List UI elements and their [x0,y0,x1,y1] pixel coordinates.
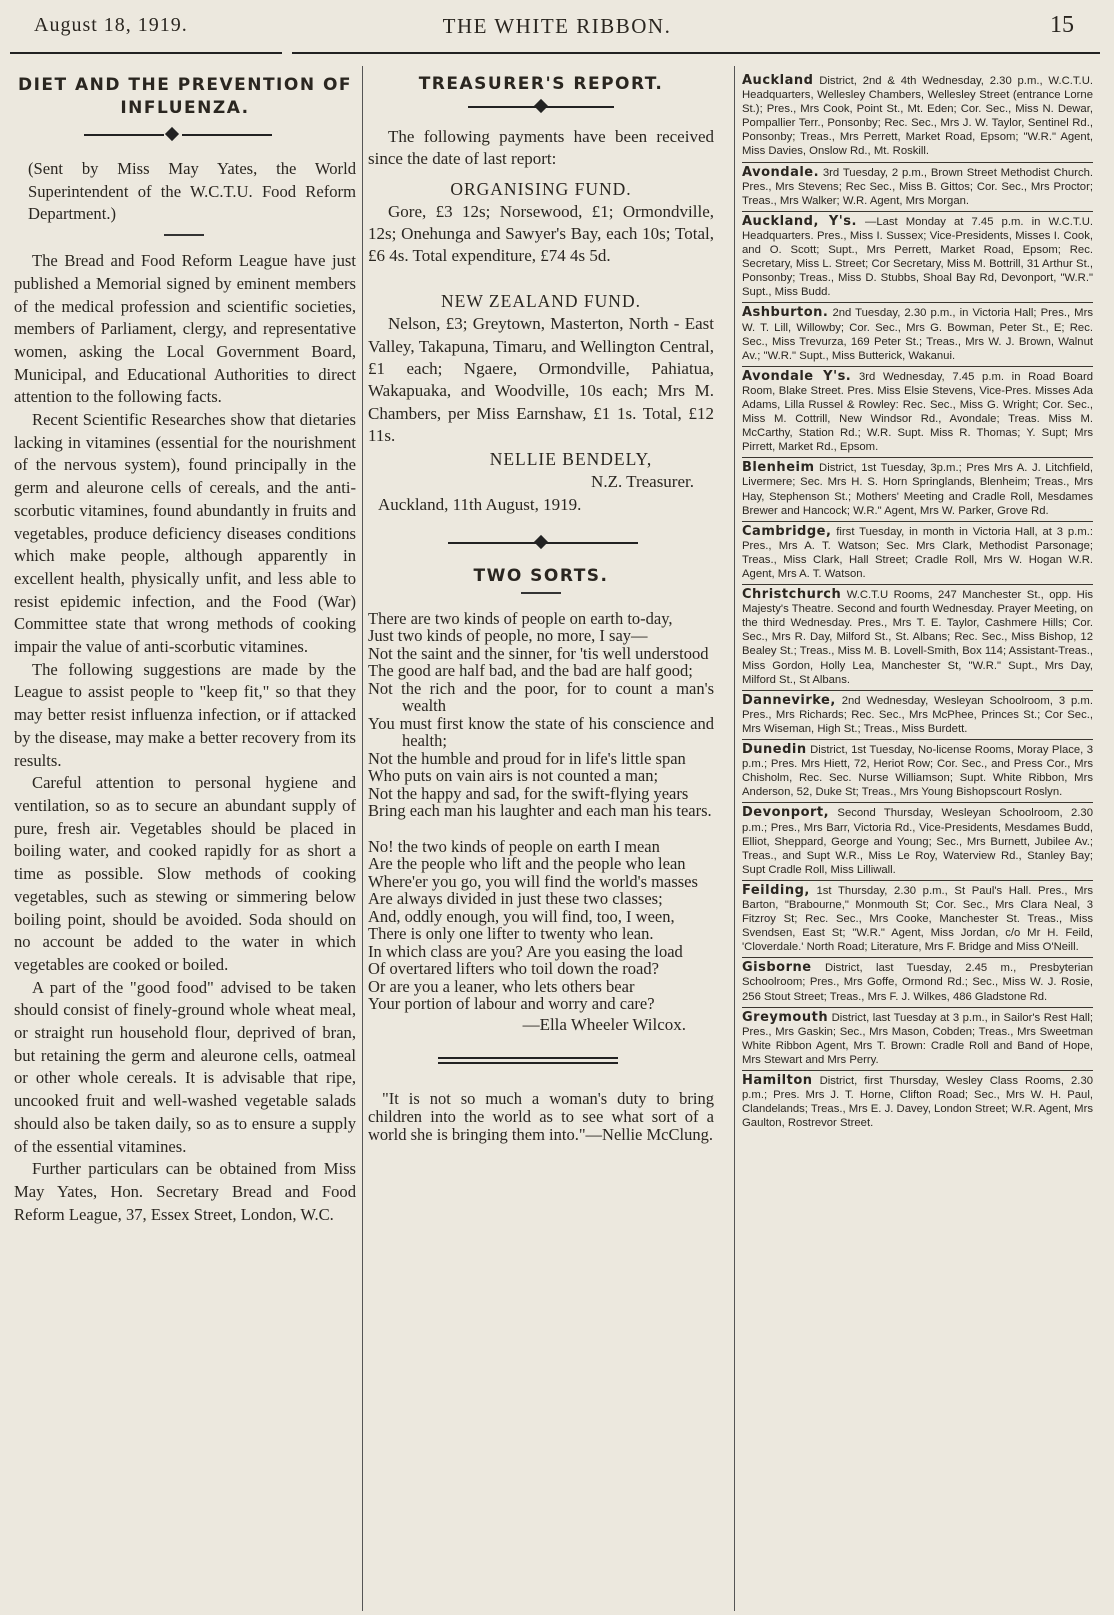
entry-name: Auckland [742,73,814,88]
poem-attribution: —Ella Wheeler Wilcox. [522,1014,686,1034]
entry-text: 2nd Tuesday, 2.30 p.m., in Victoria Hall; Pres., Mrs W. T. Lill, Willowby; Cor. Sec., Mrs G. Bowman, Peter St., E; Rec. Sec., Miss Trevurza, 169 Peter St.; Treas., Mrs W. J. Brown, Walnut Av.; "W.R." Supt., Miss Butterick, Wakanui. [742,307,1093,362]
entry-text: District, 2nd & 4th Wednesday, 2.30 p.m., W.C.T.U. Headquarters, Wellesley Chambers, Wellesley Street (entrance Lorne St.); Pres., Mrs Cook, Point St., Mt. Eden; Cor. Sec., Miss N. Dewar, Pompallier Terr., Ponsonby; Rec. Sec., Mrs J. W. Taylor, Sentinel Rd., Ponsonby; Treas., Mrs Perrett, Market Road, Epsom; "W.R." Agent, Miss Davies, Onslow Rd., Mt. Roskill. [742,75,1093,158]
directory-entry-christchurch [742,588,1093,687]
entry-name: Avondale. [742,164,820,180]
entry-text: 3rd Tuesday, 2 p.m., Brown Street Methodist Church. Pres., Mrs Stevens; Rec Sec., Miss B. Gittos; Cor. Sec., Mrs Proctor; Treas., Mrs Walker; W.R. Agent, Mrs Morgan. [742,166,1094,207]
poem-line: In which class are you? Are you easing the load [368,941,683,961]
treasurer-intro: The following payments have been received since the date of last report: [368,127,714,169]
middle-column [368,74,714,1144]
directory-entry-cambridge [742,525,1093,581]
directory-entry-avondale [742,166,1093,208]
article-paragraph: A part of the "good food" advised to be taken should consist of finely-ground whole wheat meal, or straight run household flour, deprived of bran, but retaining the germ and aleurone cells, oatmeal or other whole cereals. It is advisable that ripe, uncooked fruit and well-washed vegetable salads should also be taken daily, so as to ensure a supply of the essential vitamines. [14,977,356,1156]
poem-stanza-2 [368,838,714,1013]
directory-entry-greymouth [742,1011,1093,1067]
entry-text: Second Thursday, Wesleyan Schoolroom, 2.30 p.m.; Pres., Mrs Barr, Victoria Rd., Vice-Presidents, Mesdames Budd, Elliot, Sheppard, George and Young; Sec., Mrs Burnett, Jubilee Av.; Treas., and Supt W.R., Miss Le Roy, Waterview Rd., Stanley Bay; Supt Cradle Roll, Miss Lilliwall. [742,807,1094,876]
entry-name: Hamilton [742,1073,813,1088]
entry-name: Feilding, [742,882,810,898]
section-ornament [368,534,714,552]
directory-entry-hamilton [742,1074,1093,1130]
directory-entry-auckland-ys [742,215,1093,300]
entry-text: District, first Thursday, Wesley Class Rooms, 2.30 p.m.; Pres. Mrs J. T. Horne, Clifton Road; Sec., Mrs W. H. Paul, Clandelands; Treas., Mrs E. J. Davey, London Street; W.R. Agent, Mrs Gaulton, Rostrevor Street. [742,1075,1094,1130]
article-paragraph: Recent Scientific Researches show that dietaries lacking in vitamines (essential for the nourishment of the nervous system), found principally in the germ and aleurone cells of cereals, and the anti-scorbutic vitamines, found abundantly in fruits and vegetables, produce deficiency diseases conditions which make people, although apparently in excellent health, physically unfit, and less able to resist epidemic infection, and the Food (War) Committee state that wrong methods of cooking impair the value of anti-scorbutic vitamines. [14,410,356,657]
directory-entry-avondale-ys [742,370,1093,455]
directory-entry-feilding [742,884,1093,954]
entry-name: Dannevirke, [742,692,836,708]
organising-fund-text: Gore, £3 12s; Norsewood, £1; Ormondville, 12s; Onehunga and Sawyer's Bay, each 10s; Total, £6 4s. Total expenditure, £74 4s 5d. [368,201,714,266]
title-ornament [368,98,714,116]
poem-line: You must first know the state of his conscience and health; [368,713,714,751]
entry-text: W.C.T.U Rooms, 247 Manchester St., opp. His Majesty's Theatre. Second and fourth Wednesday. Prayer Meeting, on the third Wednesday. Pres., Mrs T. E. Taylor, Cashmere Hills; Cor. Sec., Mrs R. Day, Milford St., St. Albans; Rec. Sec., Miss Bishop, 12 Bealey St.; Treas., Miss M. B. Lovell-Smith, Box 114; Assistant-Treas., Miss Gordon, Holly Lea, Manchester St, "W.R." Supt., Mrs Day, Milford St., St Albans. [742,589,1093,686]
directory-entry-dannevirke [742,694,1093,736]
directory-entry-devonport [742,806,1093,876]
entry-text: District, last Tuesday, 2.45 m., Presbyterian Schoolroom; Pres., Mrs Goffe, Ormond Rd.; Sec., Miss W. J. Rosie, 256 Stout Street; Treas., Mrs F. J. Wilkes, 486 Gladstone Rd. [742,962,1094,1003]
poem-line: Who puts on vain airs is not counted a man; [368,766,659,786]
poem-line: There are two kinds of people on earth to-day, [368,608,673,628]
directory-entry-ashburton [742,306,1093,362]
poem-line: The good are half bad, and the bad are half good; [368,661,693,681]
poem-line: Are always divided in just these two classes; [368,889,663,909]
article-title: DIET AND THE PREVENTION OF INFLUENZA. [17,75,353,118]
double-rule [438,1057,618,1064]
poem-line: Just two kinds of people, no more, I say— [368,626,648,646]
poem-line: Where'er you go, you will find the world's masses [368,871,698,891]
poem-line: There is only one lifter to twenty who lean. [368,924,654,944]
directory-entry-dunedin [742,743,1093,799]
poem-line: Of overtared lifters who toil down the road? [368,959,659,979]
report-place-date: Auckland, 11th August, 1919. [378,494,582,514]
poem-line: Not the rich and the poor, for to count a man's wealth [368,678,714,716]
page-number: 15 [1050,12,1074,38]
article-paragraph: (Sent by Miss May Yates, the World Superintendent of the W.C.T.U. Food Reform Department.) [28,159,356,224]
column-divider-1 [362,66,363,1611]
entry-text: District, 1st Tuesday, 3p.m.; Pres Mrs A. J. Litchfield, Livermere; Sec. Mrs H. S. Horn Springlands, Blenheim; Treas., Mrs Hay, Stephenson St.; Mothers' Meeting and Cradle Roll, Mesdames Brewer and Hancock; W.R." Agent, Mrs W. Parker, Grove Rd. [742,462,1093,517]
entry-name: Gisborne [742,960,812,976]
entry-text: —Last Monday at 7.45 p.m. in W.C.T.U. Headquarters. Pres., Miss I. Sussex; Vice-Presidents, Misses I. Cook, and O. Scott; Supt., Mrs Perrett, Market Road, Epsom; Rec. Secretary, Miss L. Street; Cor Secretary, Miss M. Bottrill, 31 Arthur St., Ponsonby; Treas., Miss D. Stubbs, Shoal Bay Rd, Devonport, "W.R." Supt., Miss Budd. [742,215,1094,299]
entry-text: District, 1st Tuesday, No-license Rooms, Moray Place, 3 p.m.; Pres. Mrs Hiett, 72, Heriot Row; Cor. Sec., and Press Cor., Mrs Chisholm, Rec. Sec. Nurse Williamson; Supt. White Ribbon, Mrs Anderson, 52, Duke St; Treas., Mrs Young Bishopscourt Roslyn. [742,744,1094,799]
publication-title: THE WHITE RIBBON. [442,14,672,38]
organising-fund-heading: ORGANISING FUND. [450,178,632,199]
poem-line: Not the saint and the sinner, for 'tis well understood [368,643,709,663]
directory-entry-blenheim [742,461,1093,517]
poem-line: And, oddly enough, you will find, too, I ween, [368,906,675,926]
poem-line: Your portion of labour and worry and care? [368,994,655,1014]
title-ornament [14,126,356,144]
poem-line: No! the two kinds of people on earth I mean [368,836,660,856]
entry-name: Auckland, Y's. [742,213,857,229]
column-divider-2 [734,66,735,1611]
entry-text: District, last Tuesday at 3 p.m., in Sailor's Rest Hall; Pres., Mrs Gaskin; Sec., Mrs Mason, Cobden; Treas., Mrs Sweetman White Ribbon Agent, Mrs T. Brown: Cradle Roll and Band of Hope, Mrs Stewart and Mrs Perry. [742,1011,1094,1066]
branch-directory [742,74,1093,1130]
entry-name: Avondale Y's. [742,368,852,384]
article-paragraph: The following suggestions are made by the League to assist people to "keep fit," so that they may better resist influenza infection, or if attacked by the disease, may make a better recovery from its results. [14,659,356,770]
article-paragraph: Careful attention to personal hygiene and ventilation, so as to secure an abundant supply of pure, fresh air. Vegetables should be placed in boiling water, and cooked rapidly for as short a time as possible. Slow methods of cooking vegetables, such as stewing or simmering below boiling point, should be avoided. Soda should on no account be added to the water in which vegetables are cooked or boiled. [14,773,356,974]
nz-fund-heading: NEW ZEALAND FUND. [441,291,641,312]
entry-name: Blenheim [742,460,815,476]
poem-line: Not the humble and proud for in life's little span [368,748,686,768]
entry-name: Ashburton. [742,305,829,321]
entry-text: first Tuesday, in month in Victoria Hall, at 3 p.m.: Pres., Mrs A. T. Watson; Sec. Mrs Clark, Methodist Parsonage; Treas., Miss Clark, Hall Street; Cradle Roll, Mrs W. Hogan W.R. Agent, Mrs A. T. Watson. [742,525,1094,580]
issue-date: August 18, 1919. [34,14,188,36]
entry-text: 2nd Wednesday, Wesleyan Schoolroom, 3 p.m. Pres., Mrs Richards; Rec. Sec., Mrs McPhee, Princes St.; Cor Sec., Mrs Wiseman, High St.; Treas., Miss Burdett. [742,694,1093,735]
article-paragraph: The Bread and Food Reform League have just published a Memorial signed by eminent members of the medical profession and scientific societies, members of Parliament, clergy, and representative women, asking the Local Government Board, Municipal, and Educational Authorities to direct attention to the following facts. [14,251,356,407]
entry-text: 1st Thursday, 2.30 p.m., St Paul's Hall. Pres., Mrs Barton, "Brabourne," Monmouth St; Cor. Sec., Mrs Clara Neal, 3 Fitzroy St; Rec. Sec., Mrs Cooke, Manchester St. Treas., Miss Svendsen, East St; "W.R." Agent, Miss Jordan, c/o Mr H. Feild, 'Cloverdale.' North Road; Literature, Mrs F. Bridge and Miss O'Neill. [742,884,1094,954]
directory-entry-gisborne [742,961,1093,1003]
directory-entry-auckland [742,74,1093,159]
poem-line: Bring each man his laughter and each man his tears. [368,801,712,821]
entry-name: Greymouth [742,1009,829,1025]
treasurer-signature-name: NELLIE BENDELY, [489,449,653,470]
page-header [0,0,1114,60]
entry-name: Devonport, [742,805,830,821]
influenza-article [14,74,356,1226]
poem-title: TWO SORTS. [473,565,609,586]
entry-name: Cambridge, [742,523,832,539]
header-rule-left [10,52,282,54]
poem-line: Or are you a leaner, who lets others bear [368,976,635,996]
divider [164,234,204,236]
treasurer-signature-role: N.Z. Treasurer. [591,472,694,492]
entry-name: Christchurch [742,587,842,603]
divider [521,592,561,594]
poem-line: Are the people who lift and the people who lean [368,854,686,874]
poem-line: Not the happy and sad, for the swift-flying years [368,783,689,803]
nz-fund-text: Nelson, £3; Greytown, Masterton, North - East Valley, Takapuna, Timaru, and Wellington Central, £1 each; Ngaere, Ormondville, Pahiatua, Wakapuaka, and Woodville, 10s each; Mrs M. Chambers, per Miss Earnshaw, £1 1s. Total, £12 11s. [368,314,714,445]
entry-text: 3rd Wednesday, 7.45 p.m. in Road Board Room, Blake Street. Pres. Miss Elsie Stevens, Vice-Pres. Misses Ada Adams, Lilla Russel & Rowley: Rec. Sec., Miss G. Wright; Cor. Sec., Miss M. Cottrill, New Windsor Rd., Avondale; Treas. Miss M. McCarthy, Station Rd.; W.R. Supt. Miss R. Thomas; Y. Supt; Mrs Pirrett, Market Rd., Epsom. [742,370,1093,454]
header-rule-right [292,52,1100,54]
entry-name: Dunedin [742,742,807,758]
treasurer-report-title: TREASURER'S REPORT. [418,74,664,94]
closing-quote: "It is not so much a woman's duty to bring children into the world as to see what sort of a world she is bringing them into."—Nellie McClung. [368,1088,714,1144]
article-paragraph: Further particulars can be obtained from Miss May Yates, Hon. Secretary Bread and Food Reform League, 37, Essex Street, London, W.C. [14,1159,356,1224]
poem-stanza-1 [368,610,714,820]
